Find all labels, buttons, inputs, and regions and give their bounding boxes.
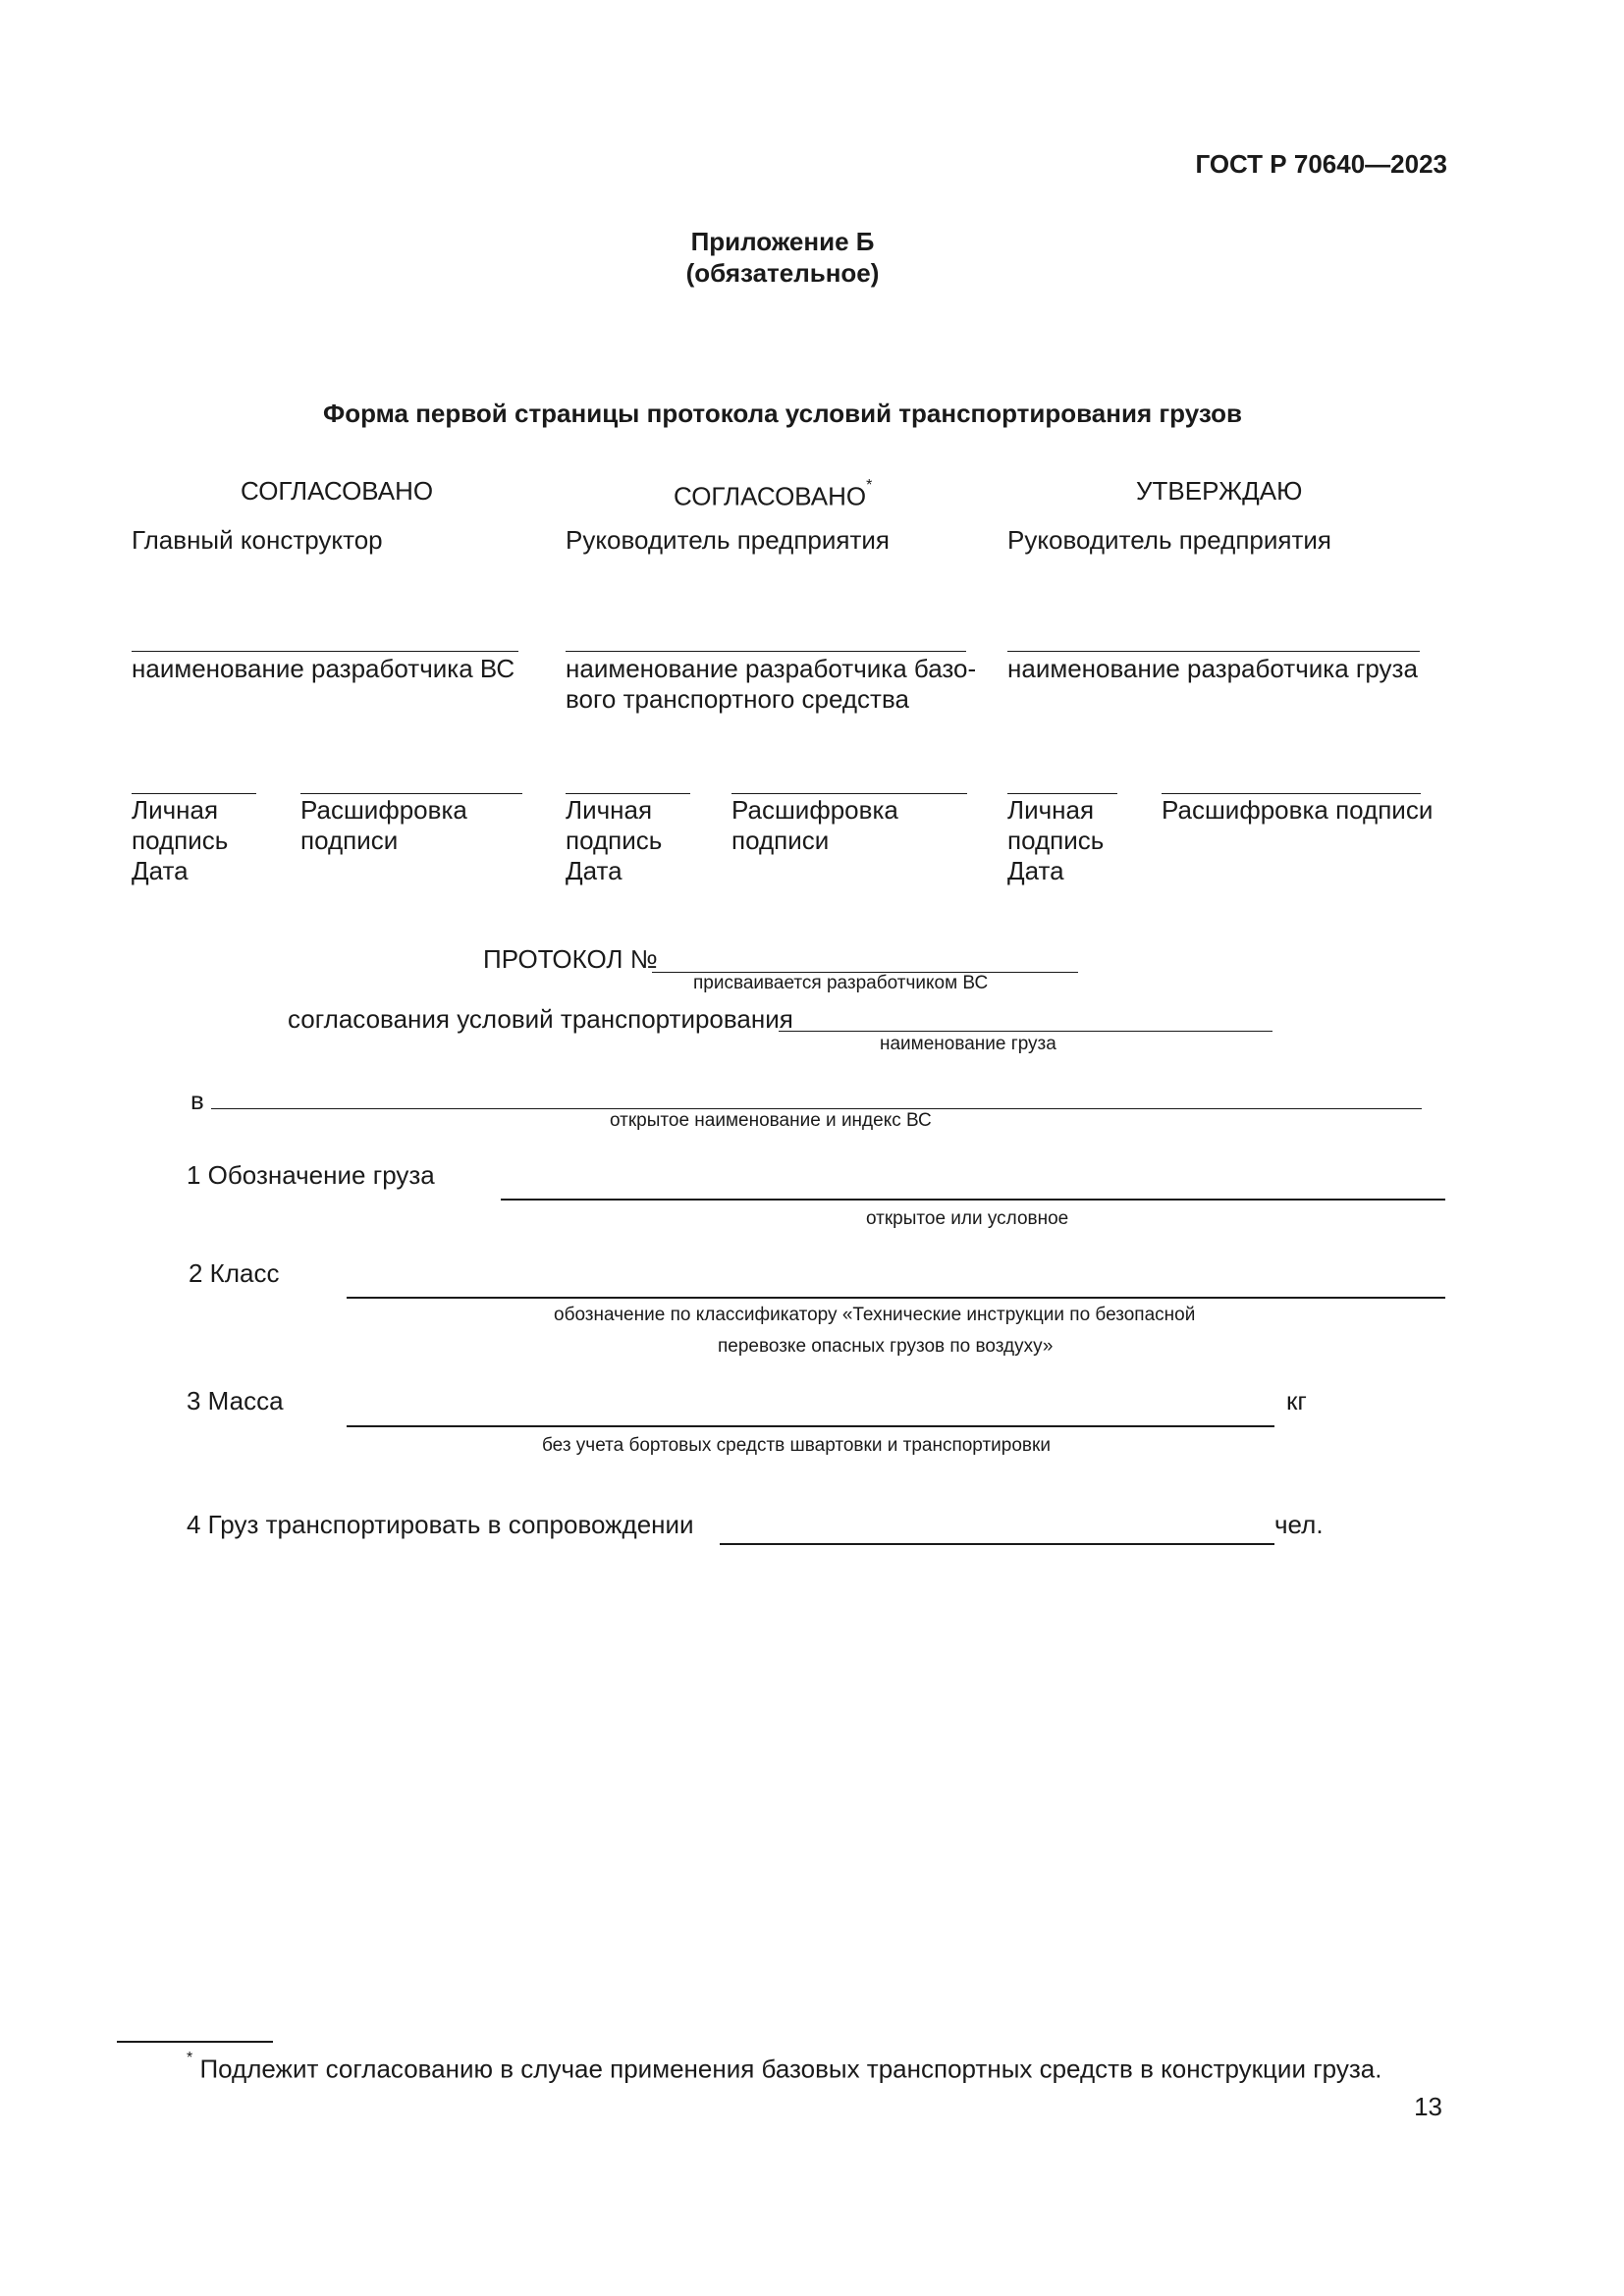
decode-caption: Расшифровка подписи bbox=[1162, 795, 1434, 825]
signature-line bbox=[132, 793, 256, 794]
agreement-label: согласования условий транспортирования bbox=[288, 1004, 793, 1034]
item-class-label: 2 Класс bbox=[189, 1258, 280, 1288]
approval-position: Руководитель предприятия bbox=[566, 525, 890, 555]
footnote-separator bbox=[117, 2041, 273, 2043]
cargo-designation-hint: открытое или условное bbox=[866, 1208, 1069, 1229]
item-escort-label: 4 Груз транспортировать в сопровождении bbox=[187, 1510, 694, 1539]
appendix-title: Приложение Б bbox=[690, 227, 875, 256]
footnote-text: Подлежит согласованию в случае применения базовых транспортных средств в конструкции груза. bbox=[199, 2054, 1382, 2084]
mass-unit: кг bbox=[1286, 1386, 1307, 1415]
class-hint: перевозке опасных грузов по воздуху» bbox=[718, 1336, 1054, 1357]
appendix-status: (обязательное) bbox=[685, 258, 880, 288]
standard-code: ГОСТ Р 70640—2023 bbox=[1195, 149, 1447, 179]
decode-line bbox=[300, 793, 522, 794]
org-name-line bbox=[1007, 651, 1420, 652]
form-title: Форма первой страницы протокола условий транспортирования грузов bbox=[323, 399, 1242, 428]
org-caption: наименование разработчика груза bbox=[1007, 654, 1418, 683]
footnote-mark: * bbox=[866, 477, 873, 494]
signature-caption: Личная bbox=[1007, 795, 1095, 825]
item-cargo-designation-label: 1 Обозначение груза bbox=[187, 1160, 435, 1190]
approval-heading: УТВЕРЖДАЮ bbox=[1136, 476, 1303, 506]
org-name-line bbox=[132, 651, 518, 652]
date-caption: Дата bbox=[566, 856, 623, 885]
escort-unit: чел. bbox=[1274, 1510, 1324, 1539]
date-caption: Дата bbox=[1007, 856, 1064, 885]
signature-caption: Личная bbox=[566, 795, 653, 825]
page-number: 13 bbox=[1414, 2092, 1442, 2121]
class-line bbox=[347, 1297, 1445, 1299]
escort-count-line bbox=[720, 1543, 1274, 1545]
approval-heading: СОГЛАСОВАНО bbox=[241, 476, 434, 506]
aircraft-name-hint: открытое наименование и индекс ВС bbox=[610, 1110, 932, 1131]
org-caption: наименование разработчика базо- bbox=[566, 654, 977, 683]
approval-position: Руководитель предприятия bbox=[1007, 525, 1331, 555]
approval-heading: СОГЛАСОВАНО* bbox=[674, 477, 873, 511]
org-caption: наименование разработчика ВС bbox=[132, 654, 515, 683]
org-caption: вого транспортного средства bbox=[566, 684, 909, 714]
protocol-label: ПРОТОКОЛ № bbox=[483, 944, 658, 974]
signature-caption: подпись bbox=[1007, 826, 1105, 855]
date-caption: Дата bbox=[132, 856, 189, 885]
footnote bbox=[187, 2049, 1381, 2085]
mass-line bbox=[347, 1425, 1274, 1427]
decode-caption: подписи bbox=[300, 826, 399, 855]
footnote-mark: * bbox=[187, 2050, 193, 2066]
decode-line bbox=[1162, 793, 1421, 794]
protocol-number-hint: присваивается разработчиком ВС bbox=[693, 973, 989, 993]
decode-line bbox=[731, 793, 967, 794]
cargo-name-hint: наименование груза bbox=[880, 1034, 1056, 1054]
cargo-designation-line bbox=[501, 1199, 1445, 1201]
decode-caption: Расшифровка bbox=[300, 795, 467, 825]
in-label: в bbox=[190, 1086, 204, 1115]
class-hint: обозначение по классификатору «Технические инструкции по безопасной bbox=[554, 1305, 1196, 1325]
approval-position: Главный конструктор bbox=[132, 525, 383, 555]
signature-caption: Личная bbox=[132, 795, 219, 825]
decode-caption: подписи bbox=[731, 826, 830, 855]
org-name-line bbox=[566, 651, 966, 652]
item-mass-label: 3 Масса bbox=[187, 1386, 284, 1415]
signature-line bbox=[1007, 793, 1117, 794]
signature-caption: подпись bbox=[566, 826, 663, 855]
mass-hint: без учета бортовых средств швартовки и транспортировки bbox=[542, 1435, 1051, 1456]
signature-line bbox=[566, 793, 690, 794]
cargo-name-line bbox=[779, 1031, 1272, 1032]
decode-caption: Расшифровка bbox=[731, 795, 898, 825]
signature-caption: подпись bbox=[132, 826, 229, 855]
